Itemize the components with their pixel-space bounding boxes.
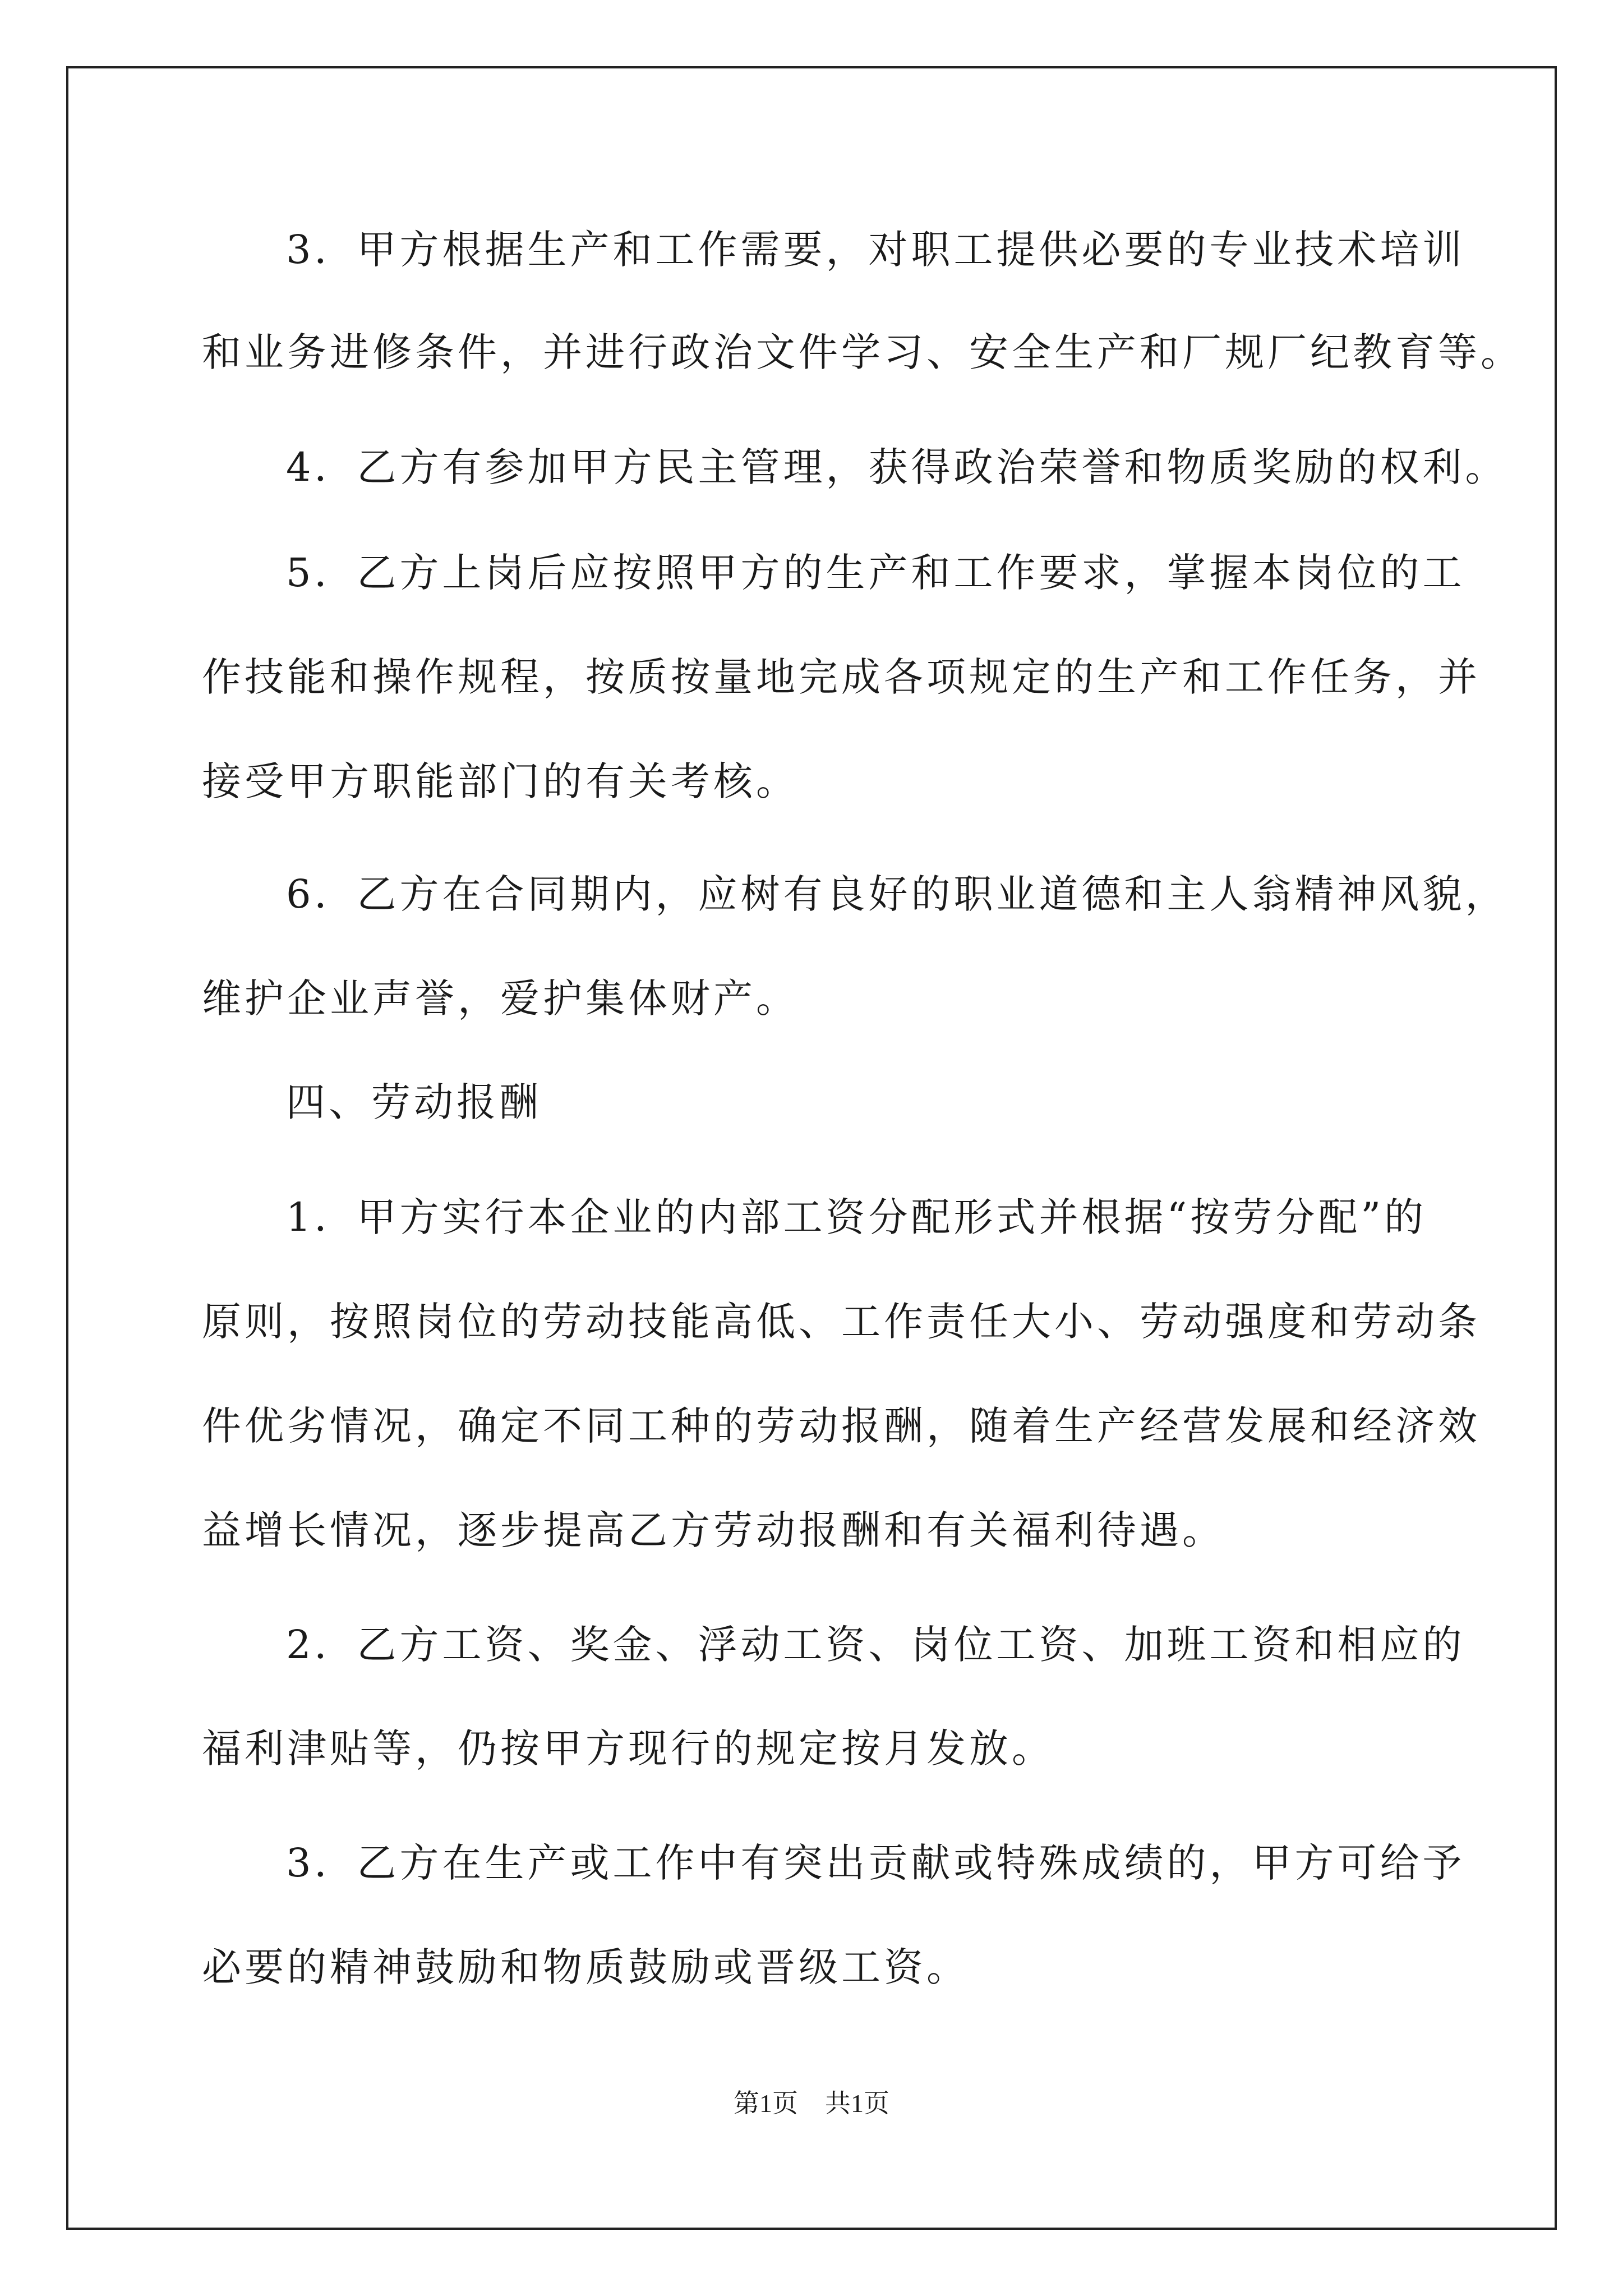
paragraph-line: 维护企业声誉，爱护集体财产。 xyxy=(202,976,799,1022)
page-total: 共1页 xyxy=(825,2089,889,2118)
paragraph-line: 和业务进修条件，并进行政治文件学习、安全生产和厂规厂纪教育等。 xyxy=(202,329,1523,375)
paragraph-line: 件优劣情况，确定不同工种的劳动报酬，随着生产经营发展和经济效 xyxy=(202,1403,1481,1449)
page-number: 第1页 xyxy=(734,2089,798,2118)
paragraph-line: 福利津贴等，仍按甲方现行的规定按月发放。 xyxy=(202,1726,1054,1772)
paragraph-line: 益增长情况，逐步提高乙方劳动报酬和有关福利待遇。 xyxy=(202,1507,1225,1553)
paragraph-line: 作技能和操作规程，按质按量地完成各项规定的生产和工作任务，并 xyxy=(202,654,1481,700)
paragraph-line: 1．甲方实行本企业的内部工资分配形式并根据“按劳分配”的 xyxy=(286,1194,1427,1240)
paragraph-line: 3．甲方根据生产和工作需要，对职工提供必要的专业技术培训 xyxy=(286,227,1465,273)
section-heading: 四、劳动报酬 xyxy=(286,1079,542,1125)
page-border xyxy=(66,66,1557,2230)
paragraph-line: 6．乙方在合同期内，应树有良好的职业道德和主人翁精神风貌， xyxy=(286,871,1508,917)
paragraph-line: 2．乙方工资、奖金、浮动工资、岗位工资、加班工资和相应的 xyxy=(286,1622,1465,1668)
paragraph-line: 必要的精神鼓励和物质鼓励或晋级工资。 xyxy=(202,1944,969,1990)
page-footer xyxy=(0,2087,1623,2120)
paragraph-line: 3．乙方在生产或工作中有突出贡献或特殊成绩的，甲方可给予 xyxy=(286,1840,1465,1886)
paragraph-line: 5．乙方上岗后应按照甲方的生产和工作要求，掌握本岗位的工 xyxy=(286,550,1465,596)
paragraph-line: 接受甲方职能部门的有关考核。 xyxy=(202,758,799,804)
paragraph-line: 原则，按照岗位的劳动技能高低、工作责任大小、劳动强度和劳动条 xyxy=(202,1299,1481,1345)
paragraph-line: 4．乙方有参加甲方民主管理，获得政治荣誉和物质奖励的权利。 xyxy=(286,444,1508,490)
